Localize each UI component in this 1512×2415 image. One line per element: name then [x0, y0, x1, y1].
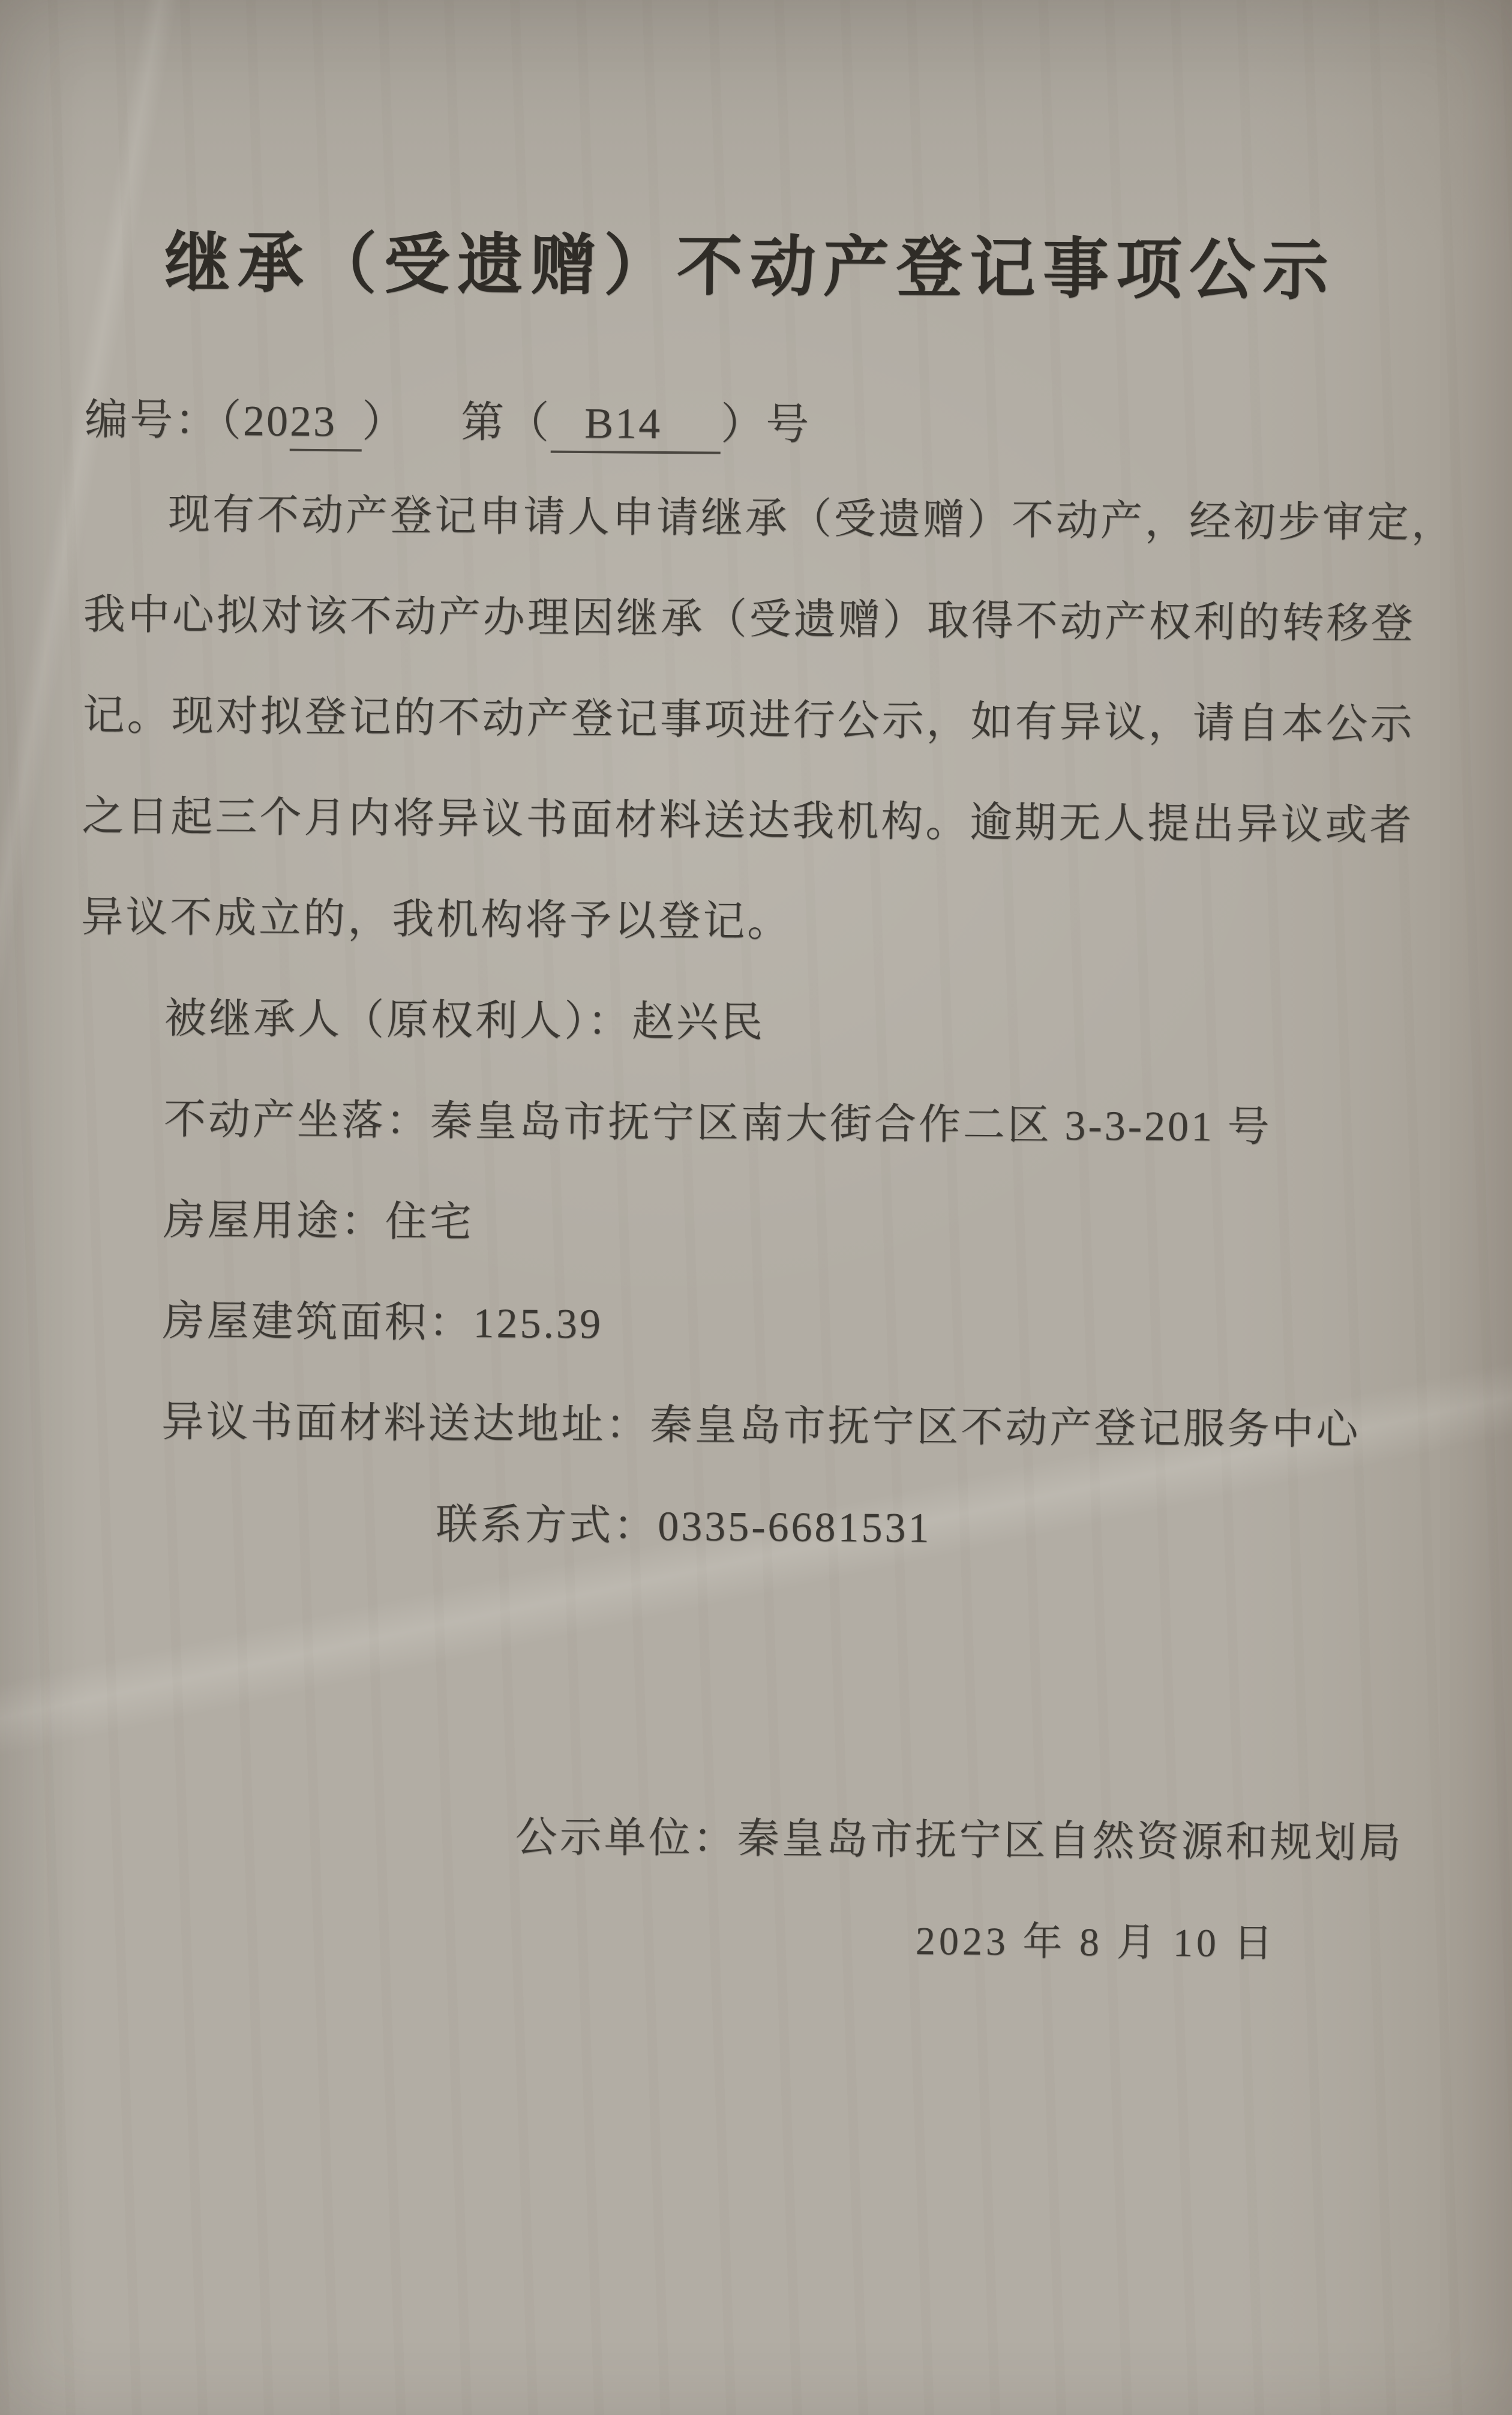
number-serial-underlined: B14 [551, 399, 721, 454]
field-property-location [79, 1069, 1408, 1179]
field-floor-area-label: 房屋建筑面积： [162, 1298, 473, 1347]
field-house-use-label: 房屋用途： [163, 1197, 386, 1245]
field-contact [436, 1475, 1406, 1582]
paragraph-line: 现有不动产登记申请人申请继承（受遗赠）不动产，经初步审定， [167, 492, 1456, 547]
notice-body-paragraph [81, 464, 1456, 977]
publishing-unit-line: 公示单位：秦皇岛市抚宁区自然资源和规划局 [515, 1814, 1403, 1867]
field-objection-address-label: 异议书面材料送达地址： [161, 1399, 650, 1449]
field-objection-address [77, 1371, 1406, 1481]
document-number-line [85, 397, 1413, 451]
field-contact-value: 0335-6681531 [657, 1503, 932, 1552]
paragraph-line: 记。现对拟登记的不动产登记事项进行公示，如有异议，请自本公示 [82, 693, 1415, 748]
document-title: 继承（受遗赠）不动产登记事项公示 [164, 226, 1336, 308]
field-property-location-value: 秦皇岛市抚宁区南大街合作二区 3-3-201 号 [430, 1098, 1272, 1151]
paragraph-line: 异议不成立的，我机构将予以登记。 [81, 894, 792, 946]
notice-content [74, 0, 1456, 1995]
field-objection-address-value: 秦皇岛市抚宁区不动产登记服务中心 [650, 1402, 1361, 1454]
field-property-location-label: 不动产坐落： [163, 1096, 431, 1145]
field-house-use [79, 1170, 1408, 1280]
field-decedent-label: 被继承人（原权利人）： [164, 996, 632, 1045]
field-floor-area-value: 125.39 [473, 1300, 604, 1348]
publish-date-line: 2023 年 8 月 10 日 [915, 1919, 1277, 1966]
number-prefix: 编号：（20 [84, 395, 290, 445]
paragraph-line: 我中心拟对该不动产办理因继承（受遗赠）取得不动产权利的转移登 [83, 592, 1416, 648]
notice-detail-fields [77, 968, 1409, 1582]
field-decedent [80, 968, 1409, 1078]
number-suffix: ）号 [720, 400, 811, 449]
number-after-year: ） [361, 397, 407, 447]
field-contact-label: 联系方式： [435, 1502, 658, 1550]
number-year-underlined: 23 [290, 397, 362, 452]
field-floor-area [78, 1271, 1407, 1380]
field-house-use-value: 住宅 [385, 1198, 475, 1246]
field-decedent-value: 赵兴民 [631, 999, 766, 1047]
paragraph-line: 之日起三个月内将异议书面材料送达我机构。逾期无人提出异议或者 [82, 793, 1414, 849]
number-second-prefix: 第（ [460, 398, 551, 447]
